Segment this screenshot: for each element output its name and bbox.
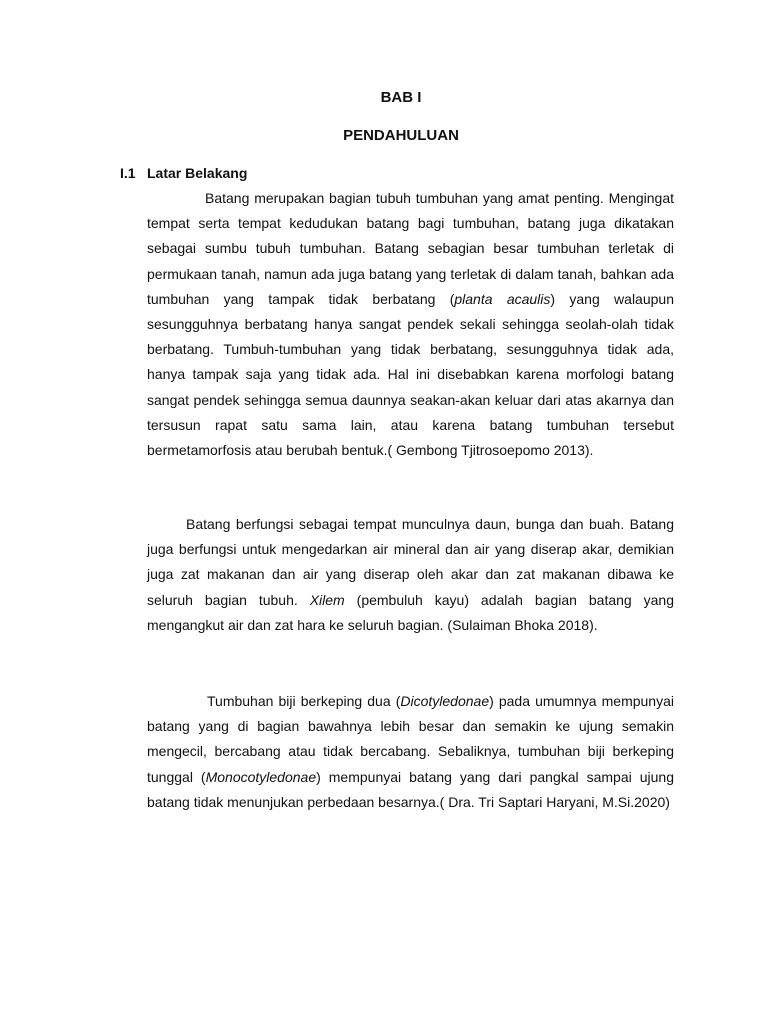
italic-term: Dicotyledonae xyxy=(400,693,490,709)
paragraph-text: Tumbuhan biji berkeping dua ( xyxy=(207,693,401,709)
chapter-number: BAB I xyxy=(380,89,422,106)
chapter-title: PENDAHULUAN xyxy=(343,127,459,144)
paragraph-3 xyxy=(147,689,674,815)
italic-term: Monocotyledonae xyxy=(205,768,317,785)
italic-term: Xilem xyxy=(309,591,345,608)
section-heading xyxy=(120,165,247,181)
paragraph-text: (pembuluh kayu) adalah bagian batang yang mengangkut air dan zat hara ke seluruh bagian. (Sulaiman Bhoka 2018). xyxy=(147,591,674,633)
section-title: Latar Belakang xyxy=(147,165,248,181)
section-number: I.1 xyxy=(120,165,136,181)
paragraph-text: ) yang walaupun sesungguhnya berbatang hanya sangat pendek sekali sehingga seolah-olah tidak berbatang. Tumbuh-tumbuhan yang tidak berbatang, sesungguhnya tidak ada, hanya tampak saja yang tidak ada. Hal ini disebabkan karena morfologi batang sangat pendek sehingga semua daunnya seakan-akan keluar dari atas akarnya dan tersusun rapat satu sama lain, atau karena batang tumbuhan tersebut bermetamorfosis atau berubah bentuk.( Gembong Tjitrosoepomo 2013). xyxy=(147,290,674,459)
paragraph-2 xyxy=(147,512,674,638)
paragraph-1 xyxy=(147,186,674,463)
italic-term: planta acaulis xyxy=(454,290,551,307)
paragraph-text: Batang berfungsi sebagai tempat munculnya daun, bunga dan buah. Batang juga berfungsi untuk mengedarkan air mineral dan air yang diserap akar, demikian juga zat makanan dan air yang diserap oleh akar dan zat makanan dibawa ke seluruh bagian tubuh. xyxy=(147,516,674,608)
paragraph-text: ) pada umumnya mempunyai batang yang di bagian bawahnya lebih besar dan semakin ke ujung semakin mengecil, bercabang atau tidak bercabang. Sebaliknya, tumbuhan biji berkeping tunggal ( xyxy=(147,693,674,785)
paragraph-text: Batang merupakan bagian tubuh tumbuhan yang amat penting. Mengingat tempat serta tempat kedudukan batang bagi tumbuhan, batang juga dikatakan sebagai sumbu tubuh tumbuhan. Batang sebagian besar tumbuhan terletak di permukaan tanah, namun ada juga batang yang terletak di dalam tanah, bahkan ada tumbuhan yang tampak tidak berbatang ( xyxy=(147,190,674,307)
paragraph-text: ) mempunyai batang yang dari pangkal sampai ujung batang tidak menunjukan perbedaan besarnya.( Dra. Tri Saptari Haryani, M.Si.2020) xyxy=(147,768,674,810)
